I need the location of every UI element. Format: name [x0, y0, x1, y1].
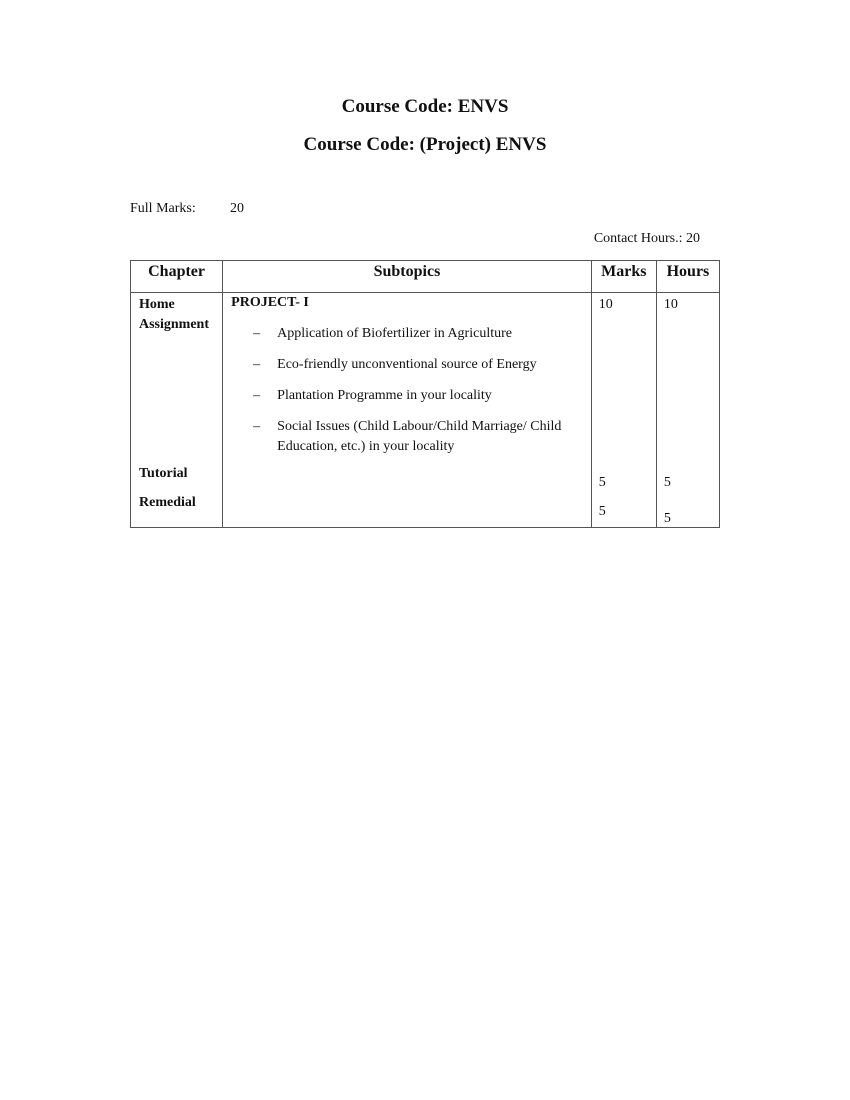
dash-bullet-icon: –: [253, 419, 261, 434]
chapter-remedial: Remedial: [139, 495, 196, 510]
header-subtopics: Subtopics: [223, 261, 592, 293]
subtopic-text: Plantation Programme in your locality: [277, 388, 492, 403]
chapter-home-assignment: Home Assignment: [139, 297, 210, 332]
dash-bullet-icon: –: [253, 388, 261, 403]
chapter-tutorial: Tutorial: [139, 466, 188, 481]
project-course-code-title: Course Code: (Project) ENVS: [303, 134, 547, 155]
list-item: [253, 324, 583, 344]
full-marks: [130, 201, 244, 217]
header-marks: Marks: [591, 261, 656, 293]
header-chapter: Chapter: [131, 261, 223, 293]
contact-hours: Contact Hours.: 20: [593, 231, 700, 246]
list-item: [253, 355, 583, 375]
list-item: [253, 386, 583, 406]
hours-tutorial: 5: [663, 475, 671, 490]
project-title: PROJECT- I: [231, 295, 309, 310]
header-hours: Hours: [656, 261, 719, 293]
table-row: [131, 293, 720, 528]
subtopic-text: Application of Biofertilizer in Agriculture: [277, 326, 512, 341]
chapter-cell: [131, 293, 223, 528]
marks-tutorial: 5: [598, 475, 606, 490]
marks-remedial: 5: [598, 504, 606, 519]
dash-bullet-icon: –: [253, 326, 261, 341]
marks-cell: [591, 293, 656, 528]
subtopic-text: Social Issues (Child Labour/Child Marriage/ Child Education, etc.) in your locality: [277, 419, 562, 454]
table-header-row: [131, 261, 720, 293]
list-item: [253, 417, 583, 457]
hours-cell: [656, 293, 719, 528]
subtopic-text: Eco-friendly unconventional source of Energy: [277, 357, 537, 372]
full-marks-label: Full Marks:: [130, 201, 196, 216]
hours-remedial: 5: [663, 511, 671, 526]
full-marks-value: 20: [230, 201, 244, 216]
dash-bullet-icon: –: [253, 357, 261, 372]
subtopic-list: [253, 324, 583, 468]
marks-home-assignment: 10: [598, 297, 613, 312]
course-code-title: Course Code: ENVS: [341, 96, 509, 117]
subtopics-cell: [223, 293, 592, 528]
hours-home-assignment: 10: [663, 297, 678, 312]
syllabus-table: [130, 260, 720, 528]
